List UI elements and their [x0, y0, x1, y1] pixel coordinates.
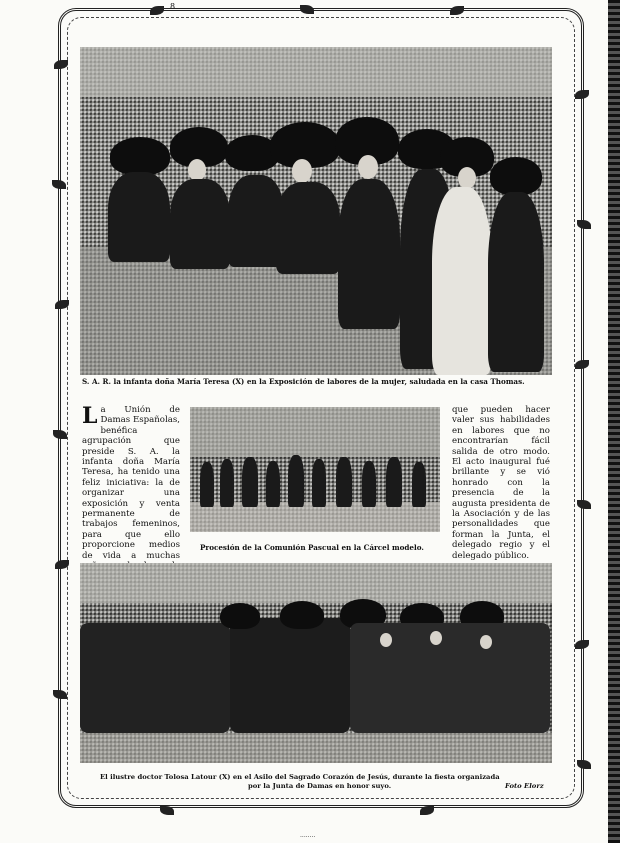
figure-shape [288, 455, 304, 507]
leaf-icon [577, 760, 591, 769]
caption-photo-doctor-line2: por la Junta de Damas en honor suyo. [248, 782, 392, 790]
figure-shape [338, 179, 400, 329]
hat-shape [220, 603, 260, 629]
article-left-text: a Unión de Damas Españolas, benéfica agrupación que preside S. A. la infanta doña María Teresa, ha tenido una feliz iniciativa: la de organizar una exposición y venta permanente de trabajos femeninos, para que ello proporcione medios de vida a muchas [82, 405, 180, 561]
photo-infanta-exhibition [80, 47, 552, 375]
figure-shape [266, 461, 280, 507]
figure-shape [108, 172, 170, 262]
leaf-icon [575, 90, 589, 99]
leaf-icon [53, 430, 67, 439]
face-shape [358, 155, 378, 179]
page-edge-shadow [608, 0, 620, 843]
face-shape [480, 635, 492, 649]
face-shape [380, 633, 392, 647]
figure-shape [312, 459, 326, 507]
figure-shape [412, 462, 426, 507]
group-shape [230, 618, 350, 733]
footer-mark: ........ [300, 832, 316, 839]
figure-shape [336, 457, 352, 507]
dropcap-letter: L [82, 403, 98, 429]
face-shape [430, 631, 442, 645]
photo-procession [190, 407, 440, 532]
hat-shape [110, 137, 170, 175]
caption-photo-infanta: S. A. R. la infanta doña María Teresa (X) en la Exposición de labores de la mujer, saludada en la casa Thomas. [82, 377, 525, 386]
figure-shape [386, 457, 402, 507]
leaf-icon [575, 640, 589, 649]
face-shape [292, 159, 312, 183]
hat-shape [280, 601, 324, 629]
leaf-icon [53, 690, 67, 699]
figure-shape [362, 461, 376, 507]
photo-doctor-asylum [80, 563, 552, 763]
leaf-icon [160, 806, 174, 815]
photo-credit: Foto Elorz [505, 782, 544, 790]
photo-building-band [190, 407, 440, 457]
page-number: 8 [170, 2, 176, 11]
group-shape [80, 623, 230, 733]
caption-photo-procession: Procesión de la Comunión Pascual en la Cárcel modelo. [200, 543, 424, 552]
leaf-icon [300, 5, 314, 14]
figure-shape [170, 179, 230, 269]
leaf-icon [420, 806, 434, 815]
article-right-column: que pueden hacer valer sus habilidades en labores que no encontrarían fácil salida de otro modo. El acto inaugural fué brillante y se vió honrado con la presencia de la augusta presidenta de la Asociación y de las personalidades que forman la Junta, el delegado regio y el delegado público. [452, 405, 550, 561]
figure-shape [276, 182, 340, 274]
face-shape [188, 159, 206, 181]
photo-sky-band [80, 563, 552, 603]
face-shape [458, 167, 476, 189]
leaf-icon [577, 500, 591, 509]
figure-shape [242, 457, 258, 507]
figure-shape [200, 462, 214, 507]
photo-wall-band [80, 47, 552, 97]
leaf-icon [577, 220, 591, 229]
hat-shape [490, 157, 542, 195]
figure-shape [488, 192, 544, 372]
caption-photo-doctor-line1: El ilustre doctor Tolosa Latour (X) en el Asilo del Sagrado Corazón de Jesús, durante la fiesta organizada [100, 773, 500, 781]
article-left-column [82, 403, 180, 561]
figure-shape [220, 459, 234, 507]
leaf-icon [575, 360, 589, 369]
leaf-icon [52, 180, 66, 189]
photo-ground-band [80, 733, 552, 763]
figure-light-dress [432, 187, 492, 375]
